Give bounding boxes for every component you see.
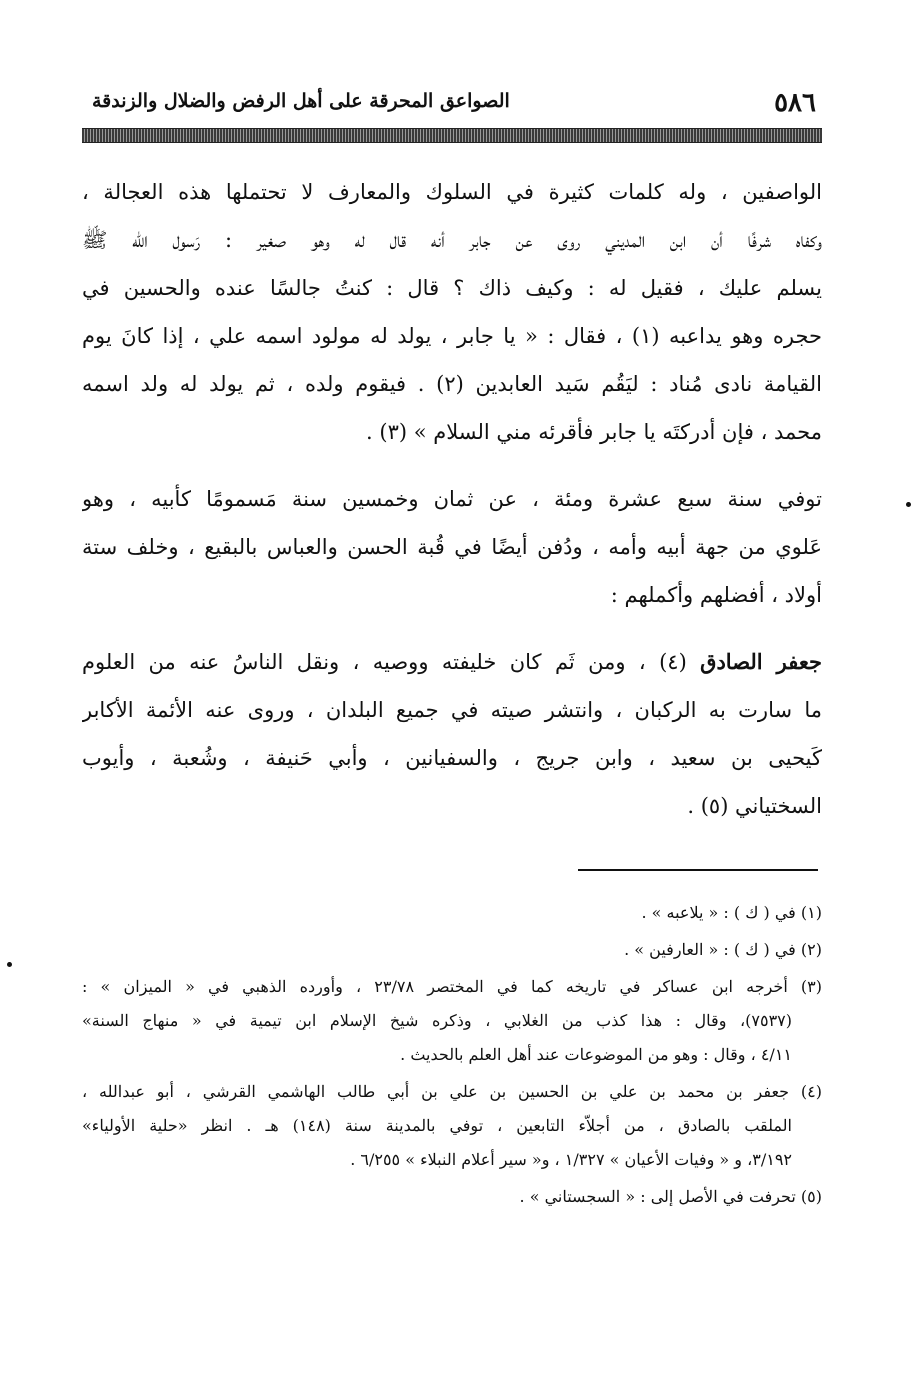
running-title: الصواعق المحرقة على أهل الرفض والضلال والزندقة: [92, 90, 510, 112]
paragraph-2: [82, 475, 822, 619]
text-line: الواصفين ، وله كلمات كثيرة في السلوك والمعارف لا تحتملها هذه العجالة ،: [82, 180, 822, 204]
footnote-line: ٤/١١ ، وقال : وهو من الموضوعات عند أهل العلم بالحديث .: [400, 1045, 792, 1064]
paragraph-jafar: [82, 638, 822, 830]
paragraph-1: [82, 168, 822, 456]
text-line: عَلوي من جهة أبيه وأمه ، ودُفن أيضًا في قُبة الحسن والعباس بالبقيع ، وخلف ستة: [82, 535, 822, 559]
footnote-separator: [578, 869, 818, 871]
footnote-line: (١) في ( ك ) : « يلاعبه » .: [641, 903, 822, 922]
footnote-1: [82, 896, 822, 930]
text-run: (٤) ، ومن ثَم كان خليفته ووصيه ، ونقل الناسُ عنه من العلوم: [82, 650, 701, 674]
text-line: أولاد ، أفضلهم وأكملهم :: [610, 583, 822, 607]
text-line: توفي سنة سبع عشرة ومئة ، عن ثمان وخمسين سنة مَسمومًا كأبيه ، وهو: [82, 487, 822, 511]
footnote-3: [82, 970, 822, 1072]
page-header: [82, 86, 824, 120]
footnote-line: (٤) جعفر بن محمد بن علي بن الحسين بن علي بن أبي طالب الهاشمي القرشي ، أبو عبدالله ،: [82, 1082, 822, 1101]
page-number: ٥٨٦: [774, 88, 816, 118]
footnote-line: (٧٥٣٧)، وقال : هذا كذب من الغلابي ، وذكره شيخ الإسلام ابن تيمية في « منهاج السنة»: [82, 1011, 792, 1030]
main-text: [82, 168, 822, 830]
text-line: حجره وهو يداعبه (١) ، فقال : « يا جابر ، يولد له مولود اسمه علي ، إذا كانَ يوم: [82, 324, 822, 348]
scan-speck: [906, 502, 911, 507]
text-line: [82, 638, 822, 686]
footnote-line: الملقب بالصادق ، من أجلاّء التابعين ، توفي بالمدينة سنة (١٤٨) هـ . انظر «حلية الأولياء»: [82, 1116, 792, 1135]
text-line: يسلم عليك ، فقيل له : وكيف ذاك ؟ قال : كنتُ جالسًا عنده والحسين في: [82, 276, 822, 300]
footnote-line: ٣/١٩٢، و « وفيات الأعيان » ١/٣٢٧ ، و« سير أعلام النبلاء » ٦/٢٥٥ .: [350, 1150, 792, 1169]
footnote-line: (٣) أخرجه ابن عساكر في تاريخه كما في المختصر ٢٣/٧٨ ، وأورده الذهبي في « الميزان » :: [82, 977, 822, 996]
bold-name-jafar: جعفر الصادق: [700, 649, 822, 674]
footnotes: [82, 896, 822, 1214]
footnote-line: (٢) في ( ك ) : « العارفين » .: [624, 940, 822, 959]
footnote-4: [82, 1075, 822, 1177]
footnote-5: [82, 1180, 822, 1214]
footnote-2: [82, 933, 822, 967]
footnote-line: (٥) تحرفت في الأصل إلى : « السجستاني » .: [519, 1187, 822, 1206]
text-line: السختياني (٥) .: [687, 794, 822, 818]
header-rule: [82, 128, 822, 143]
scan-speck: [7, 962, 12, 967]
text-line: وكفاه شرفًا أن ابن المديني روى عن جابر أنه قال له وهو صغير : رَسول الله ﷺ: [82, 228, 822, 252]
text-line: القيامة نادى مُناد : ليَقُم سَيد العابدين (٢) . فيقوم ولده ، ثم يولد له ولد اسمه: [82, 372, 822, 396]
text-line: محمد ، فإن أدركتَه يا جابر فأقرئه مني السلام » (٣) .: [366, 420, 822, 444]
text-line: كَيحيى بن سعيد ، وابن جريج ، والسفيانين ، وأبي حَنيفة ، وشُعبة ، وأيوب: [82, 746, 822, 770]
text-line: ما سارت به الركبان ، وانتشر صيته في جميع البلدان ، وروى عنه الأئمة الأكابر: [82, 698, 822, 722]
